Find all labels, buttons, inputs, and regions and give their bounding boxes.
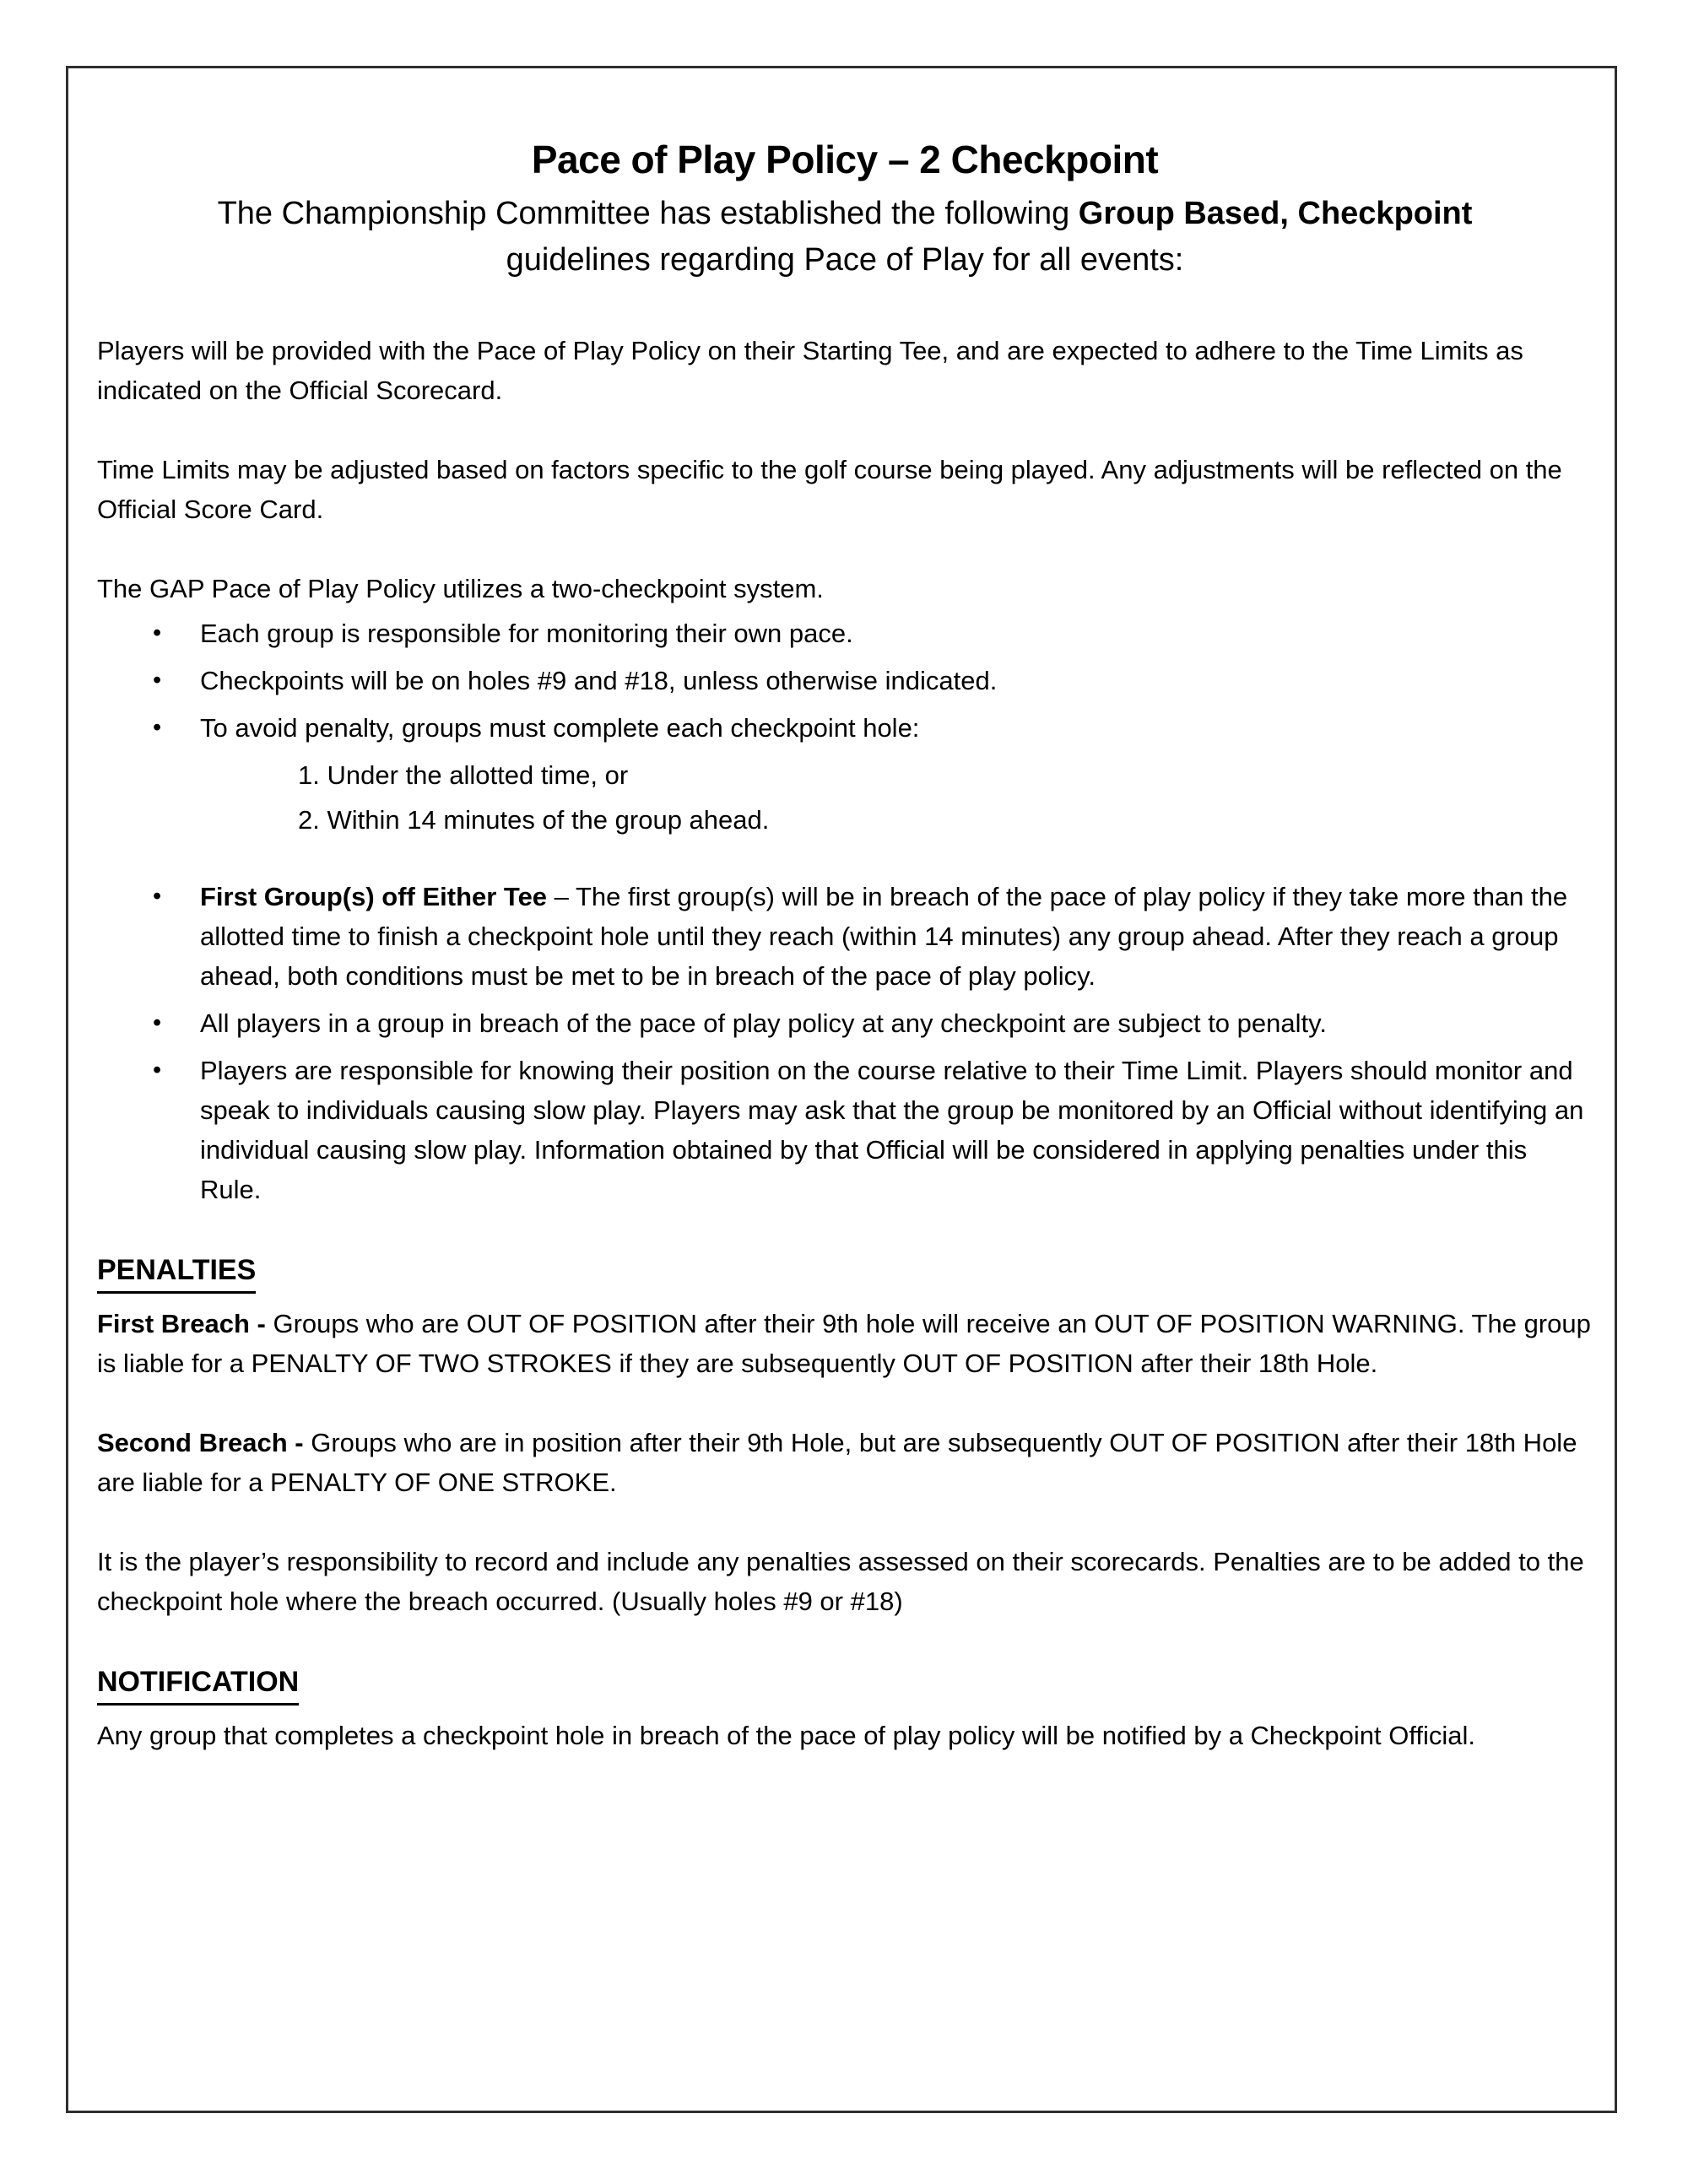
penalties-heading-text: PENALTIES (97, 1251, 256, 1294)
numbered-item-within-14 (97, 800, 1593, 840)
bullet-item-all-players (97, 1003, 1593, 1043)
bullet-bold-lead: First Group(s) off Either Tee (200, 882, 548, 911)
bullet-dot-icon (153, 1003, 161, 1043)
section-heading-penalties (97, 1251, 1593, 1294)
paragraph-scorecard-note: It is the player’s responsibility to record and include any penalties assessed on their scorecards. Penalties are to be added to the checkpoint hole where the breach occurred. (Usually holes #9 or #18) (97, 1547, 1584, 1616)
notification-heading-text: NOTIFICATION (97, 1663, 299, 1706)
bullet-item-checkpoint-holes (97, 661, 1593, 700)
policy-bullet-list (97, 614, 1593, 1209)
bullet-dot-icon (153, 1051, 161, 1090)
bullet-item-own-pace (97, 614, 1593, 653)
numbered-item-number: 2. (298, 805, 320, 835)
paragraph-second-breach (97, 1423, 1593, 1502)
bullet-item-first-groups (97, 877, 1593, 996)
numbered-item-allotted-time (97, 755, 1593, 795)
bullet-text: All players in a group in breach of the pace of play policy at any checkpoint are subject to penalty. (200, 1008, 1327, 1038)
bullet-text: To avoid penalty, groups must complete each checkpoint hole: (200, 713, 920, 743)
second-breach-label: Second Breach - (97, 1428, 304, 1457)
bullet-dot-icon (153, 614, 161, 653)
numbered-item-text: Within 14 minutes of the group ahead. (327, 805, 770, 835)
paragraph-first-breach (97, 1304, 1593, 1383)
bullet-item-player-responsibility (97, 1051, 1593, 1209)
bullet-text: Players are responsible for knowing their position on the course relative to their Time Limit. Players should monitor and speak to individuals causing slow play. Players may ask that the group be monitored by an Official without identifying an individual causing slow play. Information obtained by that Official will be considered in applying penalties under this Rule. (200, 1056, 1584, 1204)
bullet-dot-icon (153, 877, 161, 916)
second-breach-text: Groups who are in position after their 9th Hole, but are subsequently OUT OF POSITION after their 18th Hole are liable for a PENALTY OF ONE STROKE. (97, 1428, 1577, 1497)
section-heading-notification (97, 1663, 1593, 1706)
document-title: Pace of Play Policy – 2 Checkpoint (531, 138, 1159, 181)
paragraph-time-limits: Time Limits may be adjusted based on factors specific to the golf course being played. Any adjustments will be reflected on the Official Score Card. (97, 455, 1562, 524)
subtitle-bold-text: Group Based, Checkpoint (1078, 196, 1473, 231)
bullet-dot-icon (153, 708, 161, 748)
numbered-item-text: Under the allotted time, or (327, 760, 629, 790)
document-content (97, 135, 1593, 1795)
first-breach-label: First Breach - (97, 1309, 266, 1338)
paragraph-starting-tee: Players will be provided with the Pace of Play Policy on their Starting Tee, and are expected to adhere to the Time Limits as indicated on the Official Scorecard. (97, 336, 1523, 405)
numbered-item-number: 1. (298, 760, 320, 790)
subtitle-text: The Championship Committee has established the following (217, 196, 1079, 231)
first-breach-text: Groups who are OUT OF POSITION after their 9th hole will receive an OUT OF POSITION WARNING. The group is liable for a PENALTY OF TWO STROKES if they are subsequently OUT OF POSITION after their 18th Hole. (97, 1309, 1591, 1378)
bullet-text: Each group is responsible for monitoring their own pace. (200, 619, 853, 648)
subtitle-line2: guidelines regarding Pace of Play for all events: (506, 242, 1184, 278)
bullet-item-avoid-penalty (97, 708, 1593, 748)
bullet-text: Checkpoints will be on holes #9 and #18, unless otherwise indicated. (200, 666, 998, 695)
document-subtitle (97, 191, 1593, 284)
paragraph-two-checkpoint-system: The GAP Pace of Play Policy utilizes a two-checkpoint system. (97, 574, 824, 603)
bullet-text: – The first group(s) will be in breach of the pace of play policy if they take more than the allotted time to finish a checkpoint hole until they reach (within 14 minutes) any group ahead. After they reach a group ahead, both conditions must be met to be in breach of the pace of play policy. (200, 882, 1568, 991)
paragraph-notification: Any group that completes a checkpoint hole in breach of the pace of play policy will be notified by a Checkpoint Official. (97, 1721, 1476, 1750)
bullet-dot-icon (153, 661, 161, 700)
